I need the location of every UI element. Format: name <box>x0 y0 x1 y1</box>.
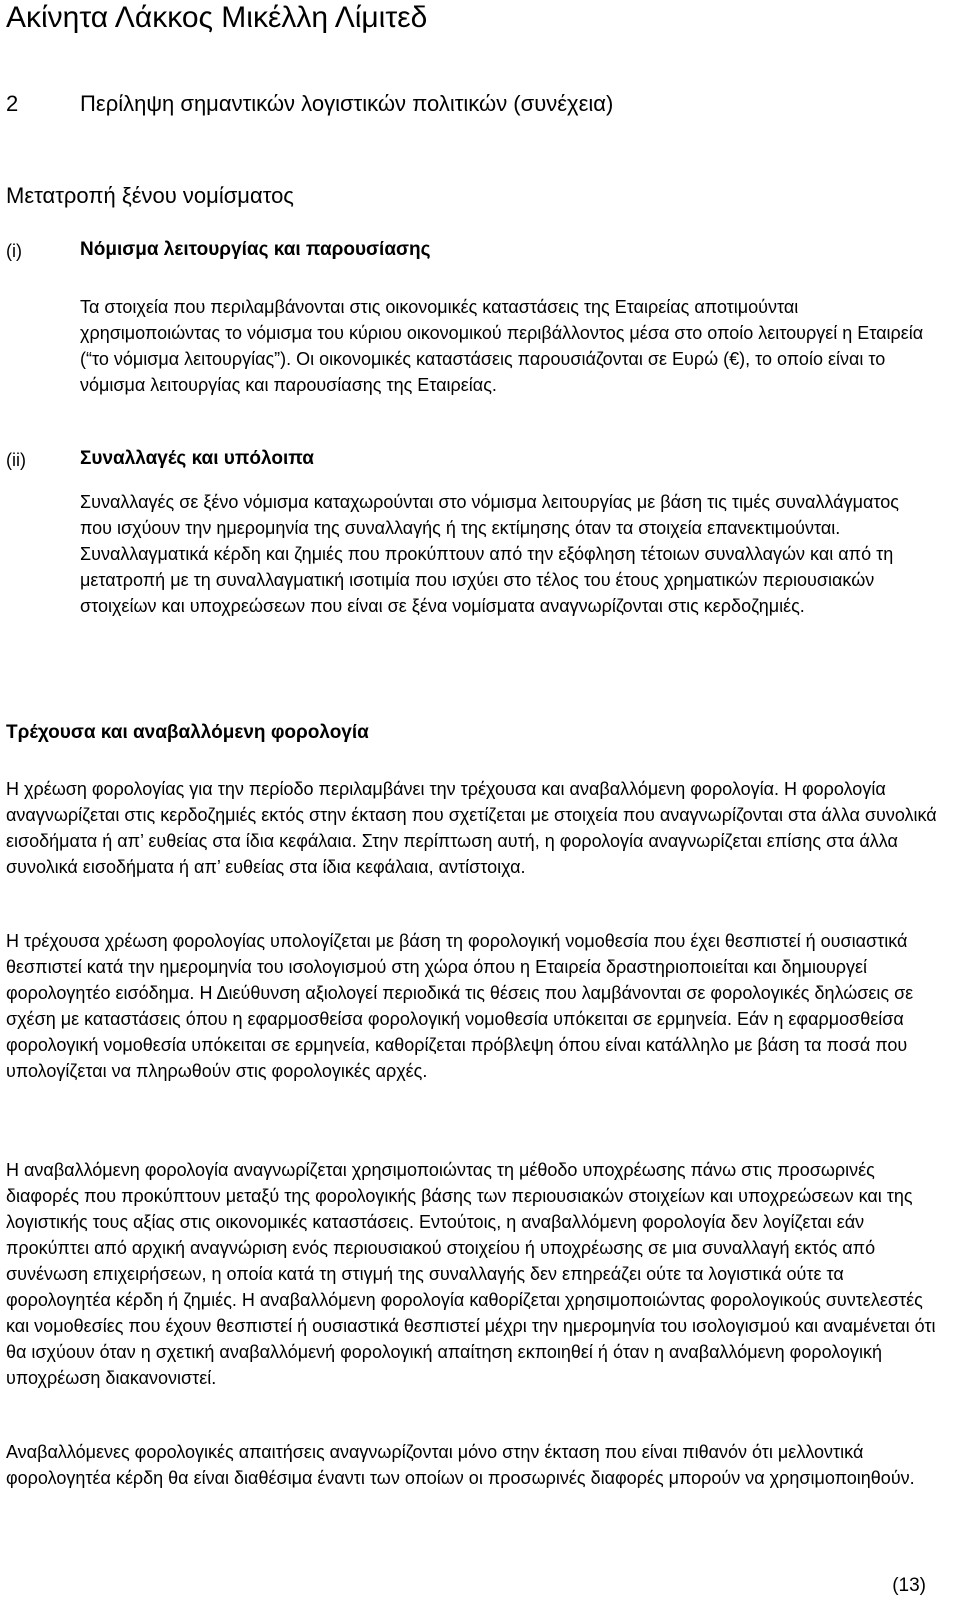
paragraph: Τα στοιχεία που περιλαμβάνονται στις οικονομικές καταστάσεις της Εταιρείας αποτιμούνται χρησιμοποιώντας το νόμισμα του κύριου οικονομικού περιβάλλοντος μέσα στο οποίο λειτουργεί η Εταιρεία (“το νόμισμα λειτουργίας”). Οι οικονομικές καταστάσεις παρουσιάζονται σε Ευρώ (€), το οποίο είναι το νόμισμα λειτουργίας και παρουσίασης της Εταιρείας. <box>80 297 924 395</box>
subsection-number: (i) <box>6 241 22 261</box>
paragraph: Η αναβαλλόμενη φορολογία αναγνωρίζεται χρησιμοποιώντας τη μέθοδο υποχρέωσης πάνω στις προσωρινές διαφορές που προκύπτουν μεταξύ της φορολογικής βάσης των περιουσιακών στοιχείων και υποχρεώσεων και της λογιστικής τους αξίας στις οικονομικές καταστάσεις. Εντούτοις, η αναβαλλόμενη φορολογία δεν λογίζεται εάν προκύπτει από αρχική αναγνώριση ενός περιουσιακού στοιχείου ή υποχρέωσης σε μια συναλλαγή εκτός από συνένωση επιχειρήσεων, η οποία κατά τη στιγμή της συναλλαγής δεν επηρεάζει ούτε τα λογιστικά ούτε τα φορολογητέα κέρδη ή ζημιές. Η αναβαλλόμενη φορολογία καθορίζεται χρησιμοποιώντας φορολογικούς συντελεστές και νομοθεσίες που έχουν θεσπιστεί ή ουσιαστικά θεσπιστεί μέχρι την ημερομηνία του ισολογισμού και αναμένεται ότι θα ισχύουν όταν η σχετική αναβαλλόμενή φορολογική απαίτηση εκποιηθεί ή όταν η αναβαλλόμενη φορολογική υποχρέωση διακανονιστεί. <box>6 1160 936 1388</box>
subsection-number: (ii) <box>6 450 26 470</box>
paragraph: Η τρέχουσα χρέωση φορολογίας υπολογίζεται με βάση τη φορολογική νομοθεσία που έχει θεσπιστεί ή ουσιαστικά θεσπιστεί κατά την ημερομηνία του ισολογισμού στη χώρα όπου η Εταιρεία δραστηριοποιείται και δημιουργεί φορολογητέο εισόδημα. Η Διεύθυνση αξιολογεί περιοδικά τις θέσεις που λαμβάνονται σε φορολογικές δηλώσεις σε σχέση με καταστάσεις όπου η εφαρμοσθείσα φορολογική νομοθεσία υπόκειται σε ερμηνεία. Εάν η εφαρμοσθείσα φορολογική νομοθεσία υπόκειται σε ερμηνεία, καθορίζεται πρόβλεψη όπου είναι κατάλληλο με βάση τα ποσά που υπολογίζεται να πληρωθούν στις φορολογικές αρχές. <box>6 931 914 1081</box>
section-title: Μετατροπή ξένου νομίσματος <box>6 183 294 208</box>
section-heading: Τρέχουσα και αναβαλλόμενη φορολογία <box>6 722 369 743</box>
subsection-heading: Συναλλαγές και υπόλοιπα <box>80 448 314 469</box>
note-title: Περίληψη σημαντικών λογιστικών πολιτικών (συνέχεια) <box>80 91 614 116</box>
document-title: Ακίνητα Λάκκος Μικέλλη Λίμιτεδ <box>6 1 428 34</box>
paragraph: Αναβαλλόμενες φορολογικές απαιτήσεις αναγνωρίζονται μόνο στην έκταση που είναι πιθανόν ότι μελλοντικά φορολογητέα κέρδη θα είναι διαθέσιμα έναντι των οποίων οι προσωρινές διαφορές μπορούν να χρησιμοποιηθούν. <box>6 1442 915 1488</box>
subsection-heading: Νόμισμα λειτουργίας και παρουσίασης <box>80 239 431 260</box>
note-number: 2 <box>6 91 19 116</box>
paragraph: Η χρέωση φορολογίας για την περίοδο περιλαμβάνει την τρέχουσα και αναβαλλόμενη φορολογία. Η φορολογία αναγνωρίζεται στις κερδοζημιές εκτός στην έκταση που σχετίζεται με στοιχεία που αναγνωρίζονται στα άλλα συνολικά εισοδήματα ή απ’ ευθείας στα ίδια κεφάλαια. Στην περίπτωση αυτή, η φορολογία αναγνωρίζεται επίσης στα άλλα συνολικά εισοδήματα ή απ’ ευθείας στα ίδια κεφάλαια, αντίστοιχα. <box>6 779 937 877</box>
page-number: (13) <box>892 1575 926 1596</box>
paragraph: Συναλλαγές σε ξένο νόμισμα καταχωρούνται στο νόμισμα λειτουργίας με βάση τις τιμές συναλλάγματος που ισχύουν την ημερομηνία της συναλλαγής ή της εκτίμησης όταν τα στοιχεία επανεκτιμούνται. Συναλλαγματικά κέρδη και ζημιές που προκύπτουν από την εξόφληση τέτοιων συναλλαγών και από τη μετατροπή με τη συναλλαγματική ισοτιμία που ισχύει στο τέλος του έτους χρηματικών περιουσιακών στοιχείων και υποχρεώσεων που είναι σε ξένα νομίσματα αναγνωρίζονται στις κερδοζημιές. <box>80 492 899 616</box>
